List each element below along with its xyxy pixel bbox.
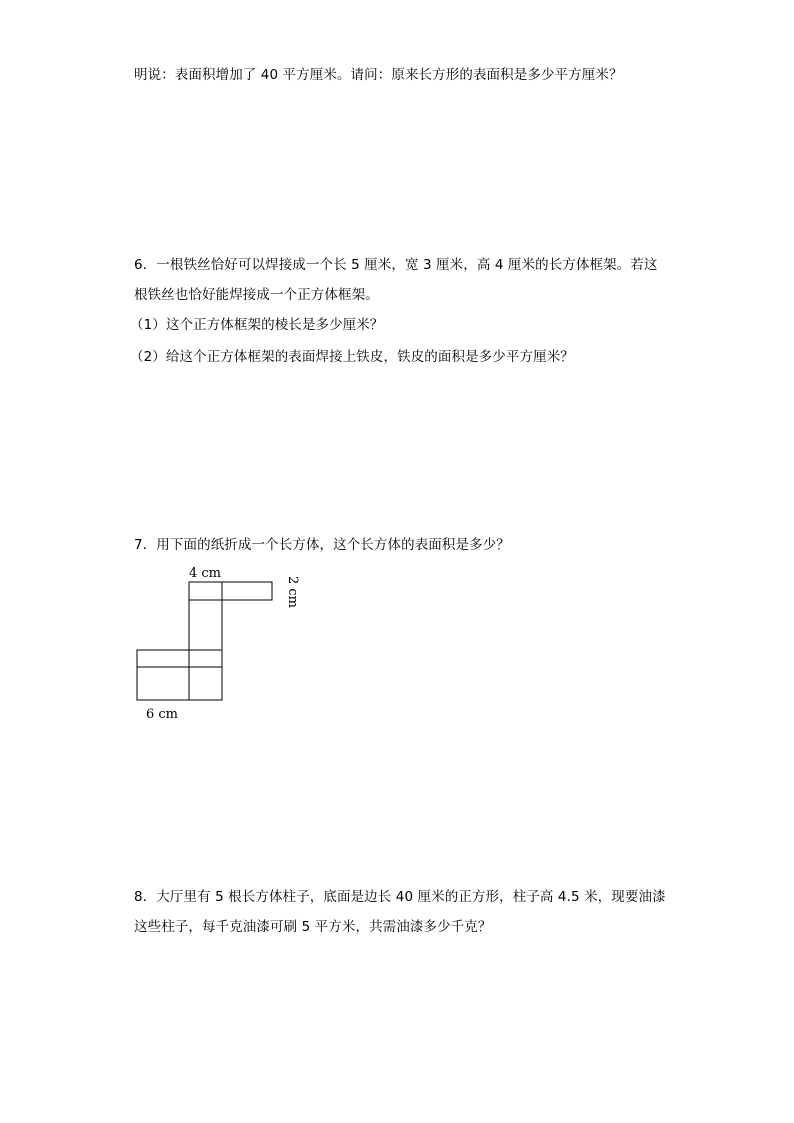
label-2cm: 2 cm	[285, 576, 300, 609]
question-7-line-1: 7．用下面的纸折成一个长方体，这个长方体的表面积是多少？	[134, 537, 510, 553]
net-face-middle-center	[189, 650, 222, 667]
question-8-line-2: 这些柱子，每千克油漆可刷 5 平方米，共需油漆多少千克？	[134, 919, 492, 935]
net-face-top-left	[189, 582, 222, 600]
net-face-column	[189, 600, 222, 650]
net-face-top-right	[222, 582, 272, 600]
cuboid-net-figure	[128, 562, 328, 727]
label-4cm: 4 cm	[189, 566, 222, 581]
question-8-line-1: 8．大厅里有 5 根长方体柱子，底面是边长 40 厘米的正方形，柱子高 4.5 米，现要油漆	[134, 889, 666, 905]
net-face-bottom-center	[189, 667, 222, 700]
question-6-line-1: 6．一根铁丝恰好可以焊接成一个长 5 厘米，宽 3 厘米，高 4 厘米的长方体框架。若这	[134, 257, 658, 273]
question-6-sub-2: （2）给这个正方体框架的表面焊接上铁皮，铁皮的面积是多少平方厘米？	[130, 349, 574, 365]
label-6cm: 6 cm	[146, 707, 179, 722]
question-6-sub-1: （1）这个正方体框架的棱长是多少厘米？	[130, 317, 384, 333]
question-6-line-2: 根铁丝也恰好能焊接成一个正方体框架。	[134, 287, 379, 303]
net-face-bottom-left	[137, 667, 189, 700]
question-5-tail: 明说：表面积增加了 40 平方厘米。请问：原来长方形的表面积是多少平方厘米？	[134, 67, 623, 83]
net-face-middle-left	[137, 650, 189, 667]
